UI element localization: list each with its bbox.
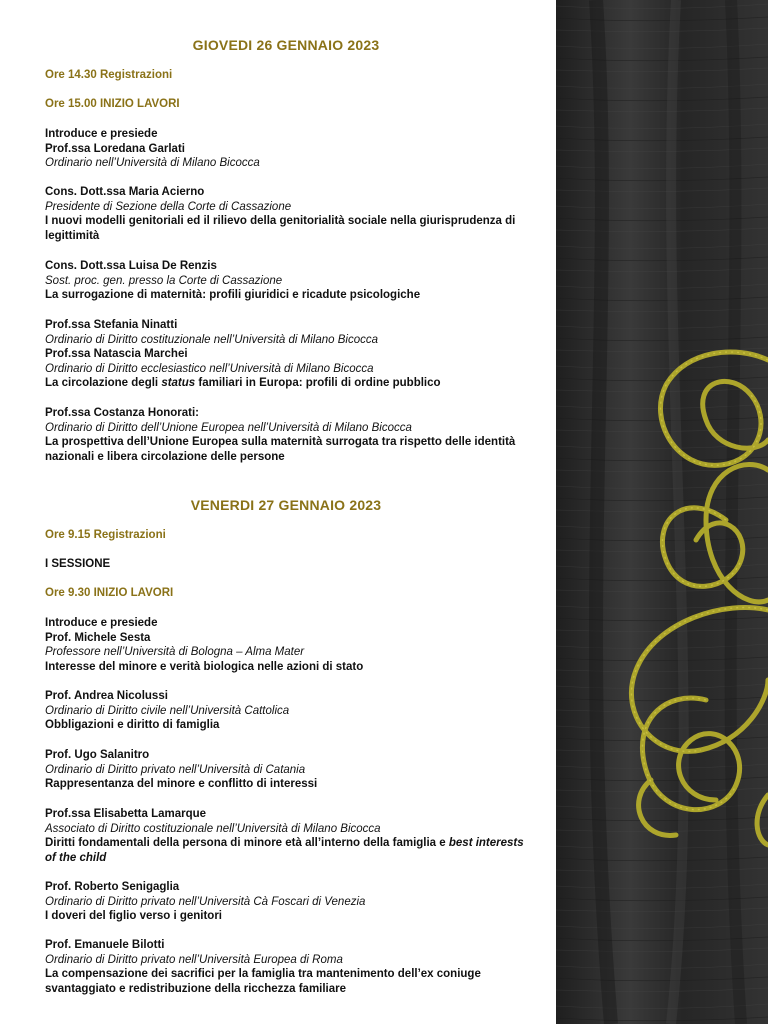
day1-chair [45,127,535,171]
talk-title: I doveri del figlio verso i genitori [45,910,223,923]
speaker-role: Ordinario di Diritto privato nell’Università Cà Foscari di Venezia [45,895,366,908]
yarn-illustration [556,0,768,1024]
speaker-name: Prof.ssa Natascia Marchei [45,348,188,361]
talk-title-emphasis: best interests of the child [45,837,524,864]
speaker-role: Ordinario di Diritto ecclesiastico nell’Università di Milano Bicocca [45,362,374,375]
speaker-name: Prof. Emanuele Bilotti [45,939,165,951]
speaker-name: Cons. Dott.ssa Maria Acierno [45,186,205,198]
talk-title: Obbligazioni e diritto di famiglia [45,719,220,732]
speaker-name: Prof. Andrea Nicolussi [45,690,168,702]
day2-registration: Ore 9.15 Registrazioni [45,529,166,541]
speaker-name: Prof. Roberto Senigaglia [45,881,180,893]
speaker-role: Ordinario di Diritto civile nell’Università Cattolica [45,704,290,717]
day2-start: Ore 9.30 INIZIO LAVORI [45,587,174,599]
talk-title: Interesse del minore e verità biologica nelle azioni di stato [45,660,364,673]
chair-role: Professore nell’Università di Bologna – Alma Mater [45,646,305,659]
day1-talk [45,406,535,464]
talk-title: La surrogazione di maternità: profili giuridici e ricadute psicologiche [45,289,421,302]
day1-talk [45,259,535,303]
day2-talk [45,807,535,865]
day1-talk [45,185,535,243]
speaker-name: Prof.ssa Elisabetta Lamarque [45,808,207,820]
speaker-role: Ordinario di Diritto privato nell’Università Europea di Roma [45,953,343,966]
talk-title: La compensazione dei sacrifici per la famiglia tra mantenimento dell’ex coniuge svantaggiato e redistribuzione della ricchezza familiare [45,968,481,995]
talk-title-emphasis: status [161,377,196,390]
speaker-name: Prof. Ugo Salanitro [45,749,150,761]
yarn-fabric-image [556,0,768,1024]
day1-registration: Ore 14.30 Registrazioni [45,69,173,81]
day1-talk [45,318,535,391]
talk-title [45,376,535,391]
day2-talk [45,938,535,996]
day1-title: GIOVEDI 26 GENNAIO 2023 [192,37,380,53]
talk-title: La prospettiva dell’Unione Europea sulla maternità surrogata tra rispetto delle identità nazionali e libera circolazione delle persone [45,436,516,463]
chair-role: Ordinario nell’Università di Milano Bicocca [45,157,260,170]
talk-title: I nuovi modelli genitoriali ed il rilievo della genitorialità sociale nella giurisprudenza di legittimità [45,215,516,242]
talk-title-part: La circolazione degli [45,377,162,390]
speaker-role: Presidente di Sezione della Corte di Cassazione [45,200,292,213]
speaker-role: Ordinario di Diritto privato nell’Università di Catania [45,763,306,776]
speaker-name: Prof.ssa Stefania Ninatti [45,319,178,331]
talk-title [45,836,535,865]
session-label: I SESSIONE [45,558,111,570]
day2-chair [45,616,535,674]
chair-intro: Introduce e presiede [45,128,158,140]
chair-name: Prof.ssa Loredana Garlati [45,142,185,155]
day2-title: VENERDI 27 GENNAIO 2023 [190,497,382,513]
day2-talk [45,880,535,924]
day2-talk [45,689,535,733]
talk-title: Rappresentanza del minore e conflitto di interessi [45,778,318,791]
speaker-role: Ordinario di Diritto dell’Unione Europea nell’Università di Milano Bicocca [45,421,412,434]
speaker-role: Ordinario di Diritto costituzionale nell’Università di Milano Bicocca [45,333,379,346]
chair-name: Prof. Michele Sesta [45,631,151,644]
speaker-name: Prof.ssa Costanza Honorati: [45,407,199,419]
talk-title-part: familiari in Europa: profili di ordine pubblico [195,377,441,390]
chair-intro: Introduce e presiede [45,617,158,629]
speaker-role: Sost. proc. gen. presso la Corte di Cassazione [45,274,283,287]
day1-start: Ore 15.00 INIZIO LAVORI [45,98,180,110]
talk-title-part: Diritti fondamentali della persona di minore età all’interno della famiglia e [45,837,449,850]
speaker-name: Cons. Dott.ssa Luisa De Renzis [45,260,217,272]
day2-talk [45,748,535,792]
speaker-role: Associato di Diritto costituzionale nell’Università di Milano Bicocca [45,822,381,835]
